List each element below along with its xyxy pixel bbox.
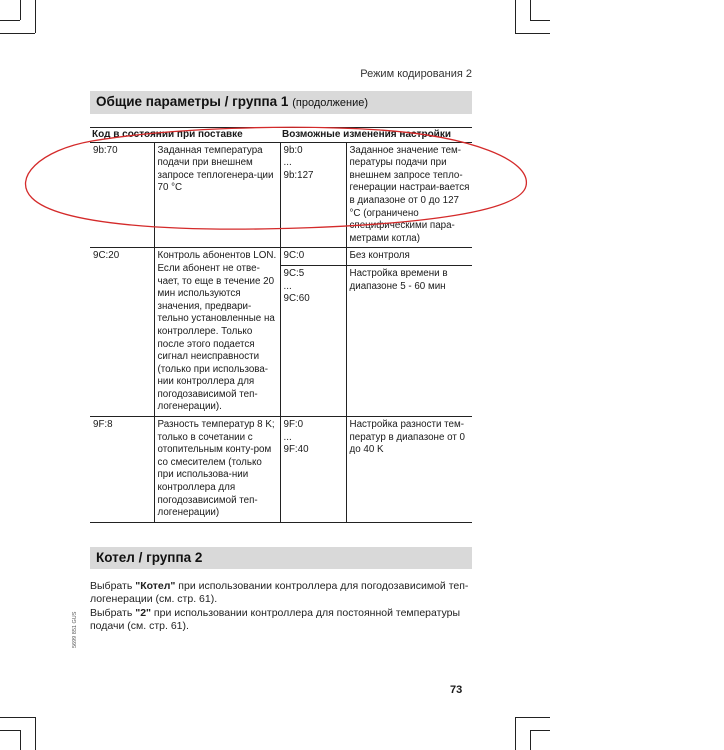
- body-paragraph: [90, 580, 480, 634]
- crop-mark: [515, 33, 550, 34]
- value-line: ...: [283, 157, 292, 169]
- text-span: при использовании контроллера для постоянной температуры подачи (см. стр. 61).: [90, 606, 461, 633]
- table-row: [90, 142, 472, 248]
- code-cell: 9C:20: [90, 248, 154, 417]
- section-heading-1: [90, 91, 472, 114]
- value-line: 9F:0: [283, 419, 304, 431]
- values-cell: [280, 142, 346, 248]
- values-cell: [280, 417, 346, 523]
- section-heading-2: [90, 547, 472, 569]
- values-cell: [280, 248, 346, 417]
- code-cell: 9F:8: [90, 417, 154, 523]
- text-span: Выбрать: [90, 606, 136, 619]
- section-title: Котел / группа 2: [96, 550, 203, 565]
- value-line: 9F:40: [283, 444, 309, 456]
- crop-mark: [0, 20, 20, 21]
- body-line-1: [90, 580, 480, 607]
- table-row: [90, 417, 472, 523]
- crop-mark: [515, 717, 550, 718]
- body-line-2: [90, 607, 480, 634]
- value-line: 9C:60: [283, 293, 310, 305]
- crop-mark: [0, 33, 35, 34]
- text-span: Выбрать: [90, 580, 136, 592]
- meaning-cell: [346, 142, 472, 248]
- meaning-text: Настройка времени в диапазоне 5 - 60 мин: [347, 265, 473, 295]
- value-line: 9C:0: [283, 250, 305, 262]
- table-header-default-code: Код в состоянии при поставке: [90, 128, 280, 143]
- crop-mark: [530, 20, 550, 21]
- page-number: 73: [450, 684, 463, 696]
- crop-mark: [515, 717, 516, 750]
- crop-mark: [0, 730, 20, 731]
- crop-mark: [35, 717, 36, 750]
- value-line: 9C:5: [283, 267, 305, 279]
- meaning-text: Без контроля: [349, 250, 410, 262]
- value-line: 9b:127: [283, 169, 314, 181]
- crop-mark: [515, 0, 516, 33]
- description-cell: Контроль абонентов LON. Если абонент не отве-чает, то еще в течение 20 мин используются значения, предвари-тельно установленные на контроллере. Только после этого подается сигнал неисправности (только при использова-нии контроллера для погодозависимой теп-логенерации).: [154, 248, 280, 417]
- crop-mark: [20, 730, 21, 750]
- crop-mark: [530, 0, 531, 20]
- crop-mark: [0, 717, 35, 718]
- value-line: ...: [283, 431, 292, 443]
- crop-mark: [20, 0, 21, 20]
- document-code: 5699 851 GUS: [72, 611, 78, 648]
- bold-span: "Котел": [135, 580, 176, 592]
- meaning-text: Заданное значение тем-пературы подачи при внешнем запросе тепло-генерации настраи-вается в диапазоне от 0 до 127 °C (ограничено специфическими пара-метрами котла): [349, 144, 470, 244]
- crop-mark: [530, 730, 531, 750]
- description-cell: Разность температур 8 K; только в сочетании с отопительным конту-ром со смесителем (только при использова-нии контроллера для погодозависимой теп-логенерации): [154, 417, 280, 523]
- text-span: при использовании контроллера для погодозависимой теп-логенерации (см. стр. 61).: [90, 580, 469, 606]
- crop-mark: [530, 730, 550, 731]
- value-line: ...: [283, 280, 292, 292]
- bold-span: "2": [135, 606, 152, 619]
- table-header-possible-changes: Возможные изменения настройки: [280, 128, 472, 143]
- meaning-cell: [346, 248, 472, 417]
- section-subtitle: (продолжение): [292, 97, 369, 109]
- crop-mark: [35, 0, 36, 33]
- description-cell: Заданная температура подачи при внешнем запросе теплогенера-ции 70 °C: [154, 142, 280, 248]
- meaning-text: Настройка разности тем-ператур в диапазоне от 0 до 40 K: [349, 419, 466, 456]
- value-line: 9b:0: [283, 144, 303, 156]
- meaning-cell: [346, 417, 472, 523]
- code-cell: 9b:70: [90, 142, 154, 248]
- parameters-table: [90, 127, 472, 523]
- running-title: Режим кодирования 2: [360, 68, 472, 80]
- section-title: Общие параметры / группа 1: [96, 94, 289, 109]
- table-row: [90, 248, 472, 417]
